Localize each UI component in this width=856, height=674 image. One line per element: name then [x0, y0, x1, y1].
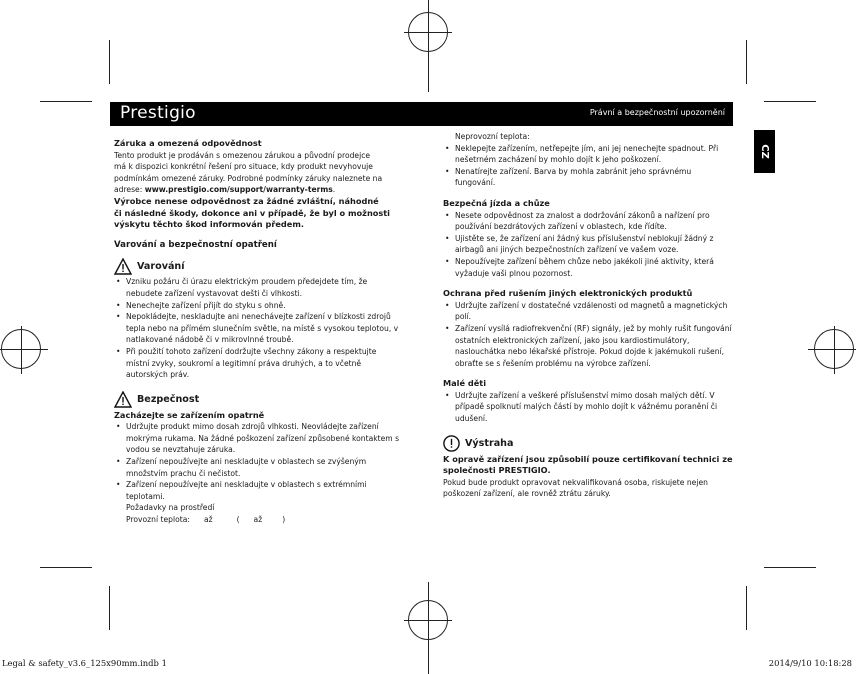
safety-heading: Bezpečnost — [114, 390, 420, 410]
liability-line: či následné škody, dokonce ani v případě, že byl o možnosti — [114, 207, 390, 218]
handle-list — [114, 421, 420, 502]
driving-list — [443, 210, 747, 280]
repair-heading: společnosti PRESTIGIO. — [443, 465, 551, 476]
repair-line: poškození zařízení, ale rovněž ztrátu záruky. — [443, 489, 611, 499]
warranty-line: Tento produkt je prodáván s omezenou zárukou a původní prodejce — [114, 150, 371, 160]
footer-timestamp: 2014/9/10 10:18:28 — [768, 658, 852, 668]
driving-heading: Bezpečná jízda a chůze — [443, 197, 550, 208]
warranty-line: podmínkám omezené záruky. Podrobné podmínky záruky naleznete na — [114, 173, 383, 183]
caution-heading: Výstraha — [443, 434, 747, 454]
exclamation-circle-icon — [443, 435, 460, 452]
page-title: Právní a bezpečnostní upozornění — [589, 108, 725, 117]
list-item: • Při použití tohoto zařízení dodržujte všechny zákony a respektujte místní zvyky, soukromí a legitimní práva druhých, a to včetně autorských práv. — [114, 346, 420, 381]
list-item: • Udržujte zařízení a veškeré příslušenství mimo dosah malých dětí. V případě spolknutí malých částí by mohlo dojít k vážnému poranění či udušení. — [443, 390, 747, 425]
list-item: • Nenechejte zařízení přijít do styku s ohně. — [114, 300, 420, 312]
list-item: • Zařízení nepoužívejte ani neskladujte v oblastech s extrémními teplotami. — [114, 479, 420, 502]
list-item: • Nesete odpovědnost za znalost a dodržování zákonů a nařízení pro používání bezdrátových zařízení v oblastech, kde řídíte. — [443, 210, 747, 233]
env-label: Požadavky na prostředí — [126, 503, 215, 513]
repair-heading: K opravě zařízení jsou způsobilí pouze certifikovaní technici ze — [443, 453, 733, 464]
trim-mark — [746, 40, 747, 84]
trim-mark — [109, 40, 110, 84]
warning-triangle-icon — [114, 391, 132, 408]
list-item: • Nepokládejte, neskladujte ani nenechávejte zařízení v blízkosti zdrojů tepla nebo na přímém slunečním světle, na místě s vysokou teplotou, v natlakované nádobě či v mikrovlnné troubě. — [114, 311, 420, 346]
trim-mark — [40, 567, 92, 568]
right-column — [443, 131, 747, 500]
list-item: • Udržujte zařízení v dostatečné vzdálenosti od magnetů a magnetických polí. — [443, 300, 747, 323]
brand-logo: Prestigio — [120, 103, 196, 123]
list-item: • Zařízení nepoužívejte ani neskladujte v oblastech se zvýšeným množstvím prachu či nečistot. — [114, 456, 420, 479]
list-item: • Zařízení vysílá radiofrekvenční (RF) signály, jež by mohly rušit fungování ostatních elektronických zařízení, jako jsou kardiostimulátory, naslouchátka nebo lékařské přístroje. Pokud dojde k jakémukoli rušení, obraťte se s řešením problému na výrobce zařízení. — [443, 323, 747, 369]
liability-line: výskytu těchto škod informován předem. — [114, 219, 304, 230]
registration-mark — [1, 329, 41, 369]
trim-mark — [746, 586, 747, 630]
list-item: • Neklepejte zařízením, netřepejte jím, ani jej nenechejte spadnout. Při nešetrném zacházení by mohlo dojít k jeho poškození. — [443, 143, 747, 166]
interference-heading: Ochrana před rušením jiných elektronických produktů — [443, 288, 693, 299]
list-item: • Nenatírejte zařízení. Barva by mohla zabránit jeho správnému fungování. — [443, 166, 747, 189]
kids-list — [443, 390, 747, 425]
warning-heading: Varování — [114, 256, 420, 276]
trim-mark — [40, 101, 92, 102]
trim-mark — [764, 101, 816, 102]
registration-mark — [408, 12, 448, 52]
interference-list — [443, 300, 747, 370]
warranty-heading: Záruka a omezená odpovědnost — [114, 138, 262, 148]
non-op-temp: Neprovozní teplota: — [455, 132, 530, 141]
trim-mark — [109, 586, 110, 630]
warning-list — [114, 276, 420, 380]
warranty-line: má k dispozici konkrétní řešení pro situace, kdy produkt nevyhovuje — [114, 162, 373, 172]
registration-mark — [814, 329, 854, 369]
trim-mark — [764, 567, 816, 568]
liability-line: Výrobce nenese odpovědnost za žádné zvláštní, náhodné — [114, 195, 379, 206]
list-item: • Nepoužívejte zařízení během chůze nebo jakékoli jiné aktivity, která vyžaduje vaši plnou pozornost. — [443, 256, 747, 279]
list-item: • Ujistěte se, že zařízení ani žádný kus příslušenství neblokují žádný z airbagů ani jiných bezpečnostních zařízení ve vašem voze. — [443, 233, 747, 256]
header-bar — [110, 102, 733, 126]
section-heading: Varování a bezpečnostní opatření — [114, 239, 277, 250]
top-list — [443, 143, 747, 189]
registration-mark — [408, 600, 448, 640]
language-tab: CZ — [754, 130, 775, 173]
list-item: • Udržujte produkt mimo dosah zdrojů vlhkosti. Neovládejte zařízení mokrýma rukama. Na žádné poškození zařízení způsobené kontaktem s vodou se nevztahuje záruka. — [114, 421, 420, 456]
list-item: • Vzniku požáru či úrazu elektrickým proudem předejdete tím, že nebudete zařízení vystavovat dešti či vlhkosti. — [114, 276, 420, 299]
repair-line: Pokud bude produkt opravovat nekvalifikovaná osoba, riskujete nejen — [443, 477, 708, 487]
warranty-line: adrese: www.prestigio.com/support/warranty-terms. — [114, 185, 336, 195]
warranty-link[interactable]: www.prestigio.com/support/warranty-terms — [144, 185, 333, 195]
left-column — [114, 138, 420, 526]
handle-heading: Zacházejte se zařízením opatrně — [114, 409, 265, 420]
kids-heading: Malé děti — [443, 378, 487, 389]
op-temp-line: Provozní teplota: až ( až ) — [126, 515, 286, 525]
warning-triangle-icon — [114, 258, 132, 275]
footer-file: Legal & safety_v3.6_125x90mm.indb 1 — [2, 658, 167, 668]
